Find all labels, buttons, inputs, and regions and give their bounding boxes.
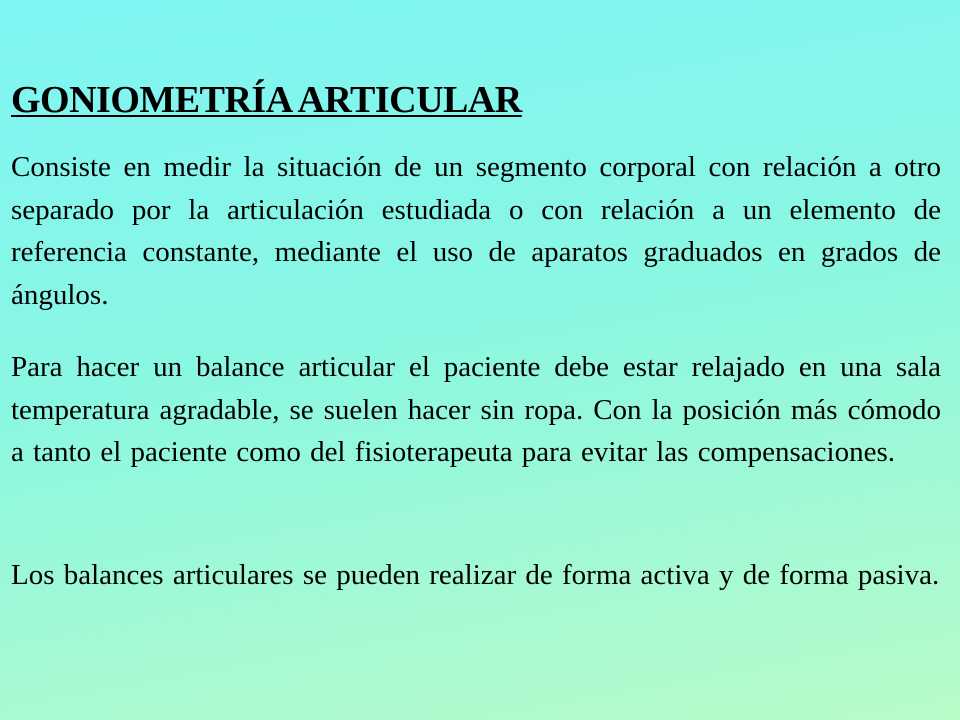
paragraph-procedure: Para hacer un balance articular el paciente debe estar relajado en una sala temperatura agradable, se suelen hacer sin ropa. Con la posición más cómodo a tanto el paciente como del fisioterapeuta para evitar las compensaciones. bbox=[11, 351, 941, 468]
slide-title: GONIOMETRÍA ARTICULAR bbox=[11, 79, 522, 121]
paragraph-definition: Consiste en medir la situación de un segmento corporal con relación a otro separado por la articulación estudiada o con relación a un elemento de referencia constante, mediante el uso de aparatos graduados en grados de ángulos. bbox=[11, 151, 941, 311]
paragraph-modes: Los balances articulares se pueden realizar de forma activa y de forma pasiva. bbox=[11, 559, 940, 591]
